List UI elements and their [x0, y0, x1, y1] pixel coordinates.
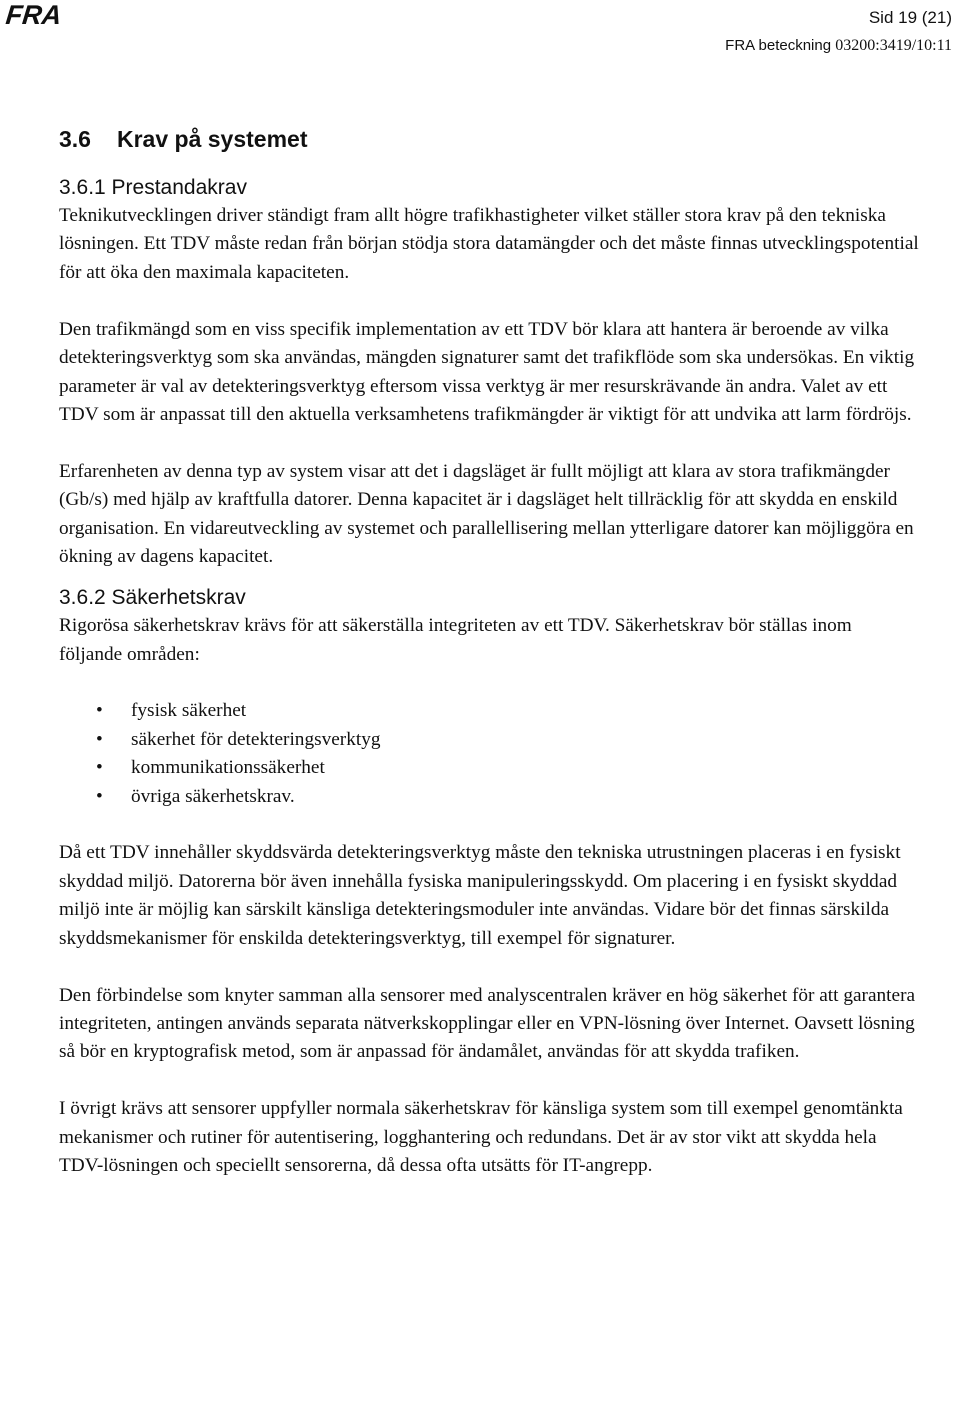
page-header [725, 8, 952, 55]
list-item-text: säkerhet för detekteringsverktyg [131, 728, 381, 750]
list-item [59, 726, 919, 754]
paragraph: Då ett TDV innehåller skyddsvärda detekteringsverktyg måste den tekniska utrustningen placeras i en fysiskt skyddad miljö. Datorerna bör även innehålla fysiska manipuleringsskydd. Om placering i en fysiskt skyddad miljö inte är möjlig kan särskilt känsliga detekteringsmoduler inte användas. Vidare bör det finnas särskilda skyddsmekanismer för enskilda detekteringsverktyg, till exempel för signaturer. [59, 842, 901, 949]
list-item-text: övriga säkerhetskrav. [131, 785, 295, 807]
list-item [59, 754, 919, 782]
subsection-heading-prestandakrav: 3.6.1 Prestandakrav [59, 176, 247, 199]
reference-number: 03200:3419/10:11 [835, 37, 952, 54]
subsection-heading-sakerhetskrav: 3.6.2 Säkerhetskrav [59, 586, 246, 610]
bullet-icon: • [96, 785, 103, 807]
fra-logo: FRA [4, 0, 64, 30]
paragraph: Den trafikmängd som en viss specifik implementation av ett TDV bör klara att hantera är beroende av vilka detekteringsverktyg som ska användas, mängden signaturer samt det trafikflöde som ska undersökas. En viktig parameter är val av detekteringsverktyg eftersom vissa verktyg är mer resurskrävande än andra. Valet av ett TDV som är anpassat till den aktuella verksamhetens trafikmängder är viktigt för att undvika att larm fördröjs. [59, 318, 915, 425]
document-reference [725, 37, 952, 55]
section-heading [59, 124, 919, 154]
paragraph: I övrigt krävs att sensorer uppfyller normala säkerhetskrav för känsliga system som till exempel genomtänkta mekanismer och rutiner för autentisering, logghantering och redundans. Det är av stor vikt att skydda hela TDV-lösningen och speciellt sensorerna, då dessa ofta utsätts för IT-angrepp. [59, 1098, 903, 1177]
paragraph: Den förbindelse som knyter samman alla sensorer med analyscentralen kräver en hög säkerhet för att garantera integriteten, antingen används separata nätverkskopplingar eller en VPN-lösning över Internet. Oavsett lösning så bör en kryptografisk metod, som är anpassad för ändamålet, användas för att skydda trafiken. [59, 984, 916, 1063]
bullet-list [59, 697, 919, 811]
paragraph: Teknikutvecklingen driver ständigt fram allt högre trafikhastigheter vilket ställer stora krav på den tekniska lösningen. Ett TDV måste redan från början stödja stora datamängder och det måste finnas utvecklingspotential för att öka den maximala kapaciteten. [59, 205, 919, 283]
section-title: Krav på systemet [117, 126, 308, 152]
bullet-icon: • [96, 728, 103, 750]
paragraph: Erfarenheten av denna typ av system visar att det i dagsläget är fullt möjligt att klara av stora trafikmängder (Gb/s) med hjälp av kraftfulla datorer. Denna kapacitet är i dagsläget helt tillräcklig för att skydda en enskild organisation. En vidareutveckling av systemet och parallellisering mellan ytterligare datorer kan möjliggöra en ökning av dagens kapacitet. [59, 460, 914, 568]
list-item [59, 783, 919, 811]
paragraph: Rigorösa säkerhetskrav krävs för att säkerställa integriteten av ett TDV. Säkerhetskrav bör ställas inom följande områden: [59, 615, 852, 665]
bullet-icon: • [96, 757, 103, 779]
page-number: Sid 19 (21) [868, 8, 952, 27]
reference-label: FRA beteckning [725, 37, 832, 54]
list-item-text: kommunikationssäkerhet [131, 757, 325, 779]
list-item-text: fysisk säkerhet [131, 700, 247, 722]
section-number: 3.6 [59, 126, 91, 152]
bullet-icon: • [96, 700, 103, 722]
document-body [59, 124, 919, 1180]
list-item [59, 697, 919, 725]
